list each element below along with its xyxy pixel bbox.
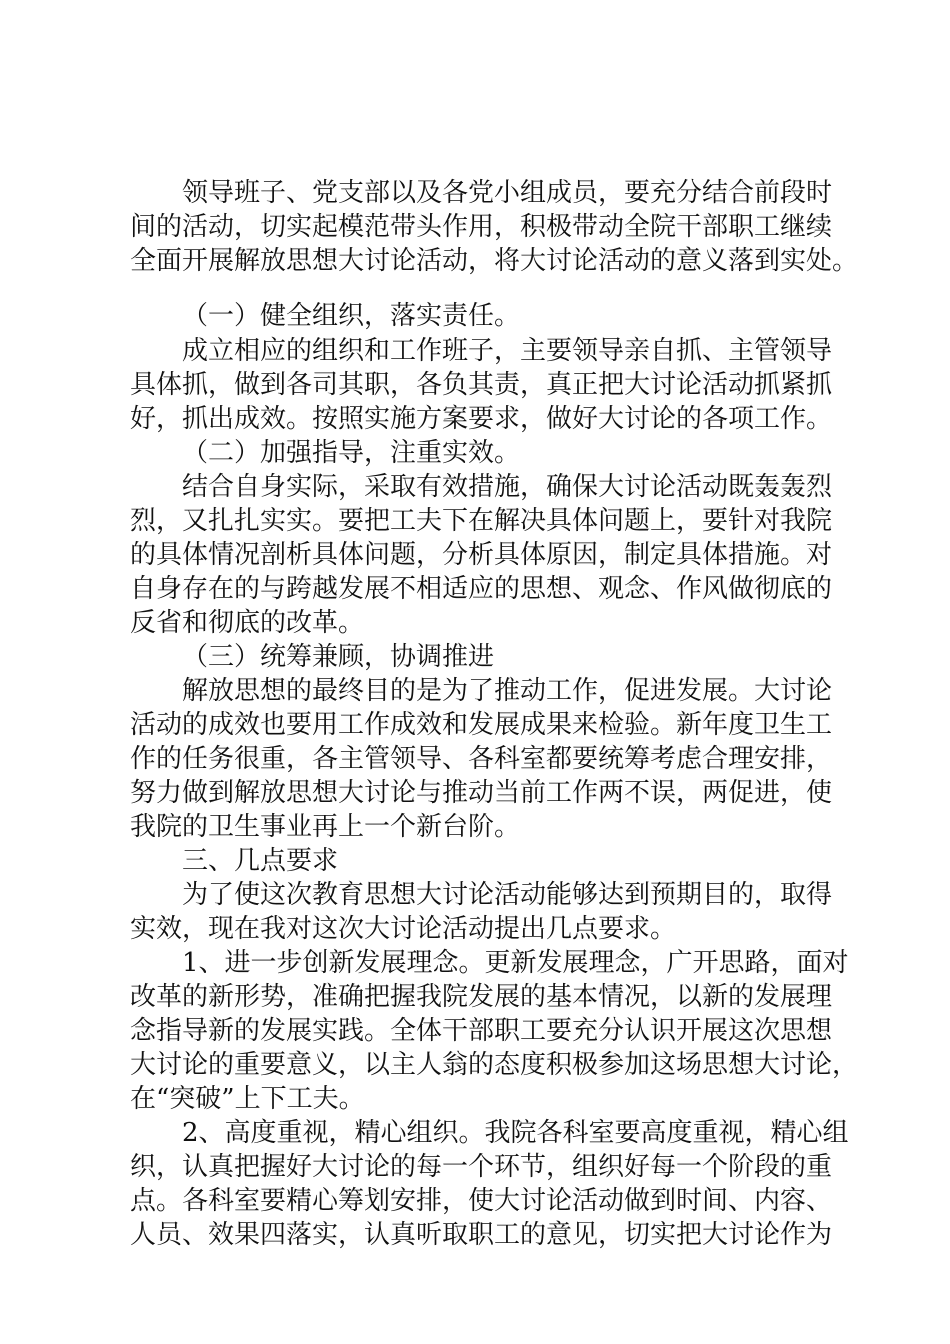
paragraph-line: 在“突破”上下工夫。 [130,1084,365,1114]
paragraph-line: 大讨论的重要意义，以主人翁的态度积极参加这场思想大讨论， [130,1050,859,1080]
paragraph-line: 努力做到解放思想大讨论与推动当前工作两不误，两促进，使 [130,778,833,808]
paragraph-line: 改革的新形势，准确把握我院发展的基本情况，以新的发展理 [130,982,833,1012]
paragraph-line: 结合自身实际，采取有效措施，确保大讨论活动既轰轰烈 [182,472,833,502]
paragraph-line: 烈，又扎扎实实。要把工夫下在解决具体问题上，要针对我院 [130,506,833,536]
paragraph-line: 间的活动，切实起模范带头作用，积极带动全院干部职工继续 [130,212,833,242]
paragraph-line: 点。各科室要精心筹划安排，使大讨论活动做到时间、内容、 [130,1186,833,1216]
paragraph-line: 全面开展解放思想大讨论活动，将大讨论活动的意义落到实处。 [130,246,859,276]
paragraph-line: 实效，现在我对这次大讨论活动提出几点要求。 [130,914,677,944]
paragraph-line: 织，认真把握好大讨论的每一个环节，组织好每一个阶段的重 [130,1152,833,1182]
paragraph-line: 活动的成效也要用工作成效和发展成果来检验。新年度卫生工 [130,710,833,740]
paragraph-line: 我院的卫生事业再上一个新台阶。 [130,812,521,842]
paragraph-line: 念指导新的发展实践。全体干部职工要充分认识开展这次思想 [130,1016,833,1046]
paragraph-line: 成立相应的组织和工作班子，主要领导亲自抓、主管领导 [182,336,833,366]
paragraph-line: 1、进一步创新发展理念。更新发展理念，广开思路，面对 [182,948,849,978]
paragraph-line: 好，抓出成效。按照实施方案要求，做好大讨论的各项工作。 [130,404,833,434]
paragraph-line: 2、高度重视，精心组织。我院各科室要高度重视，精心组 [182,1118,849,1148]
section-heading: 三、几点要求 [182,846,339,876]
paragraph-line: 领导班子、党支部以及各党小组成员，要充分结合前段时 [182,178,833,208]
section-heading: （一）健全组织，落实责任。 [182,301,521,331]
paragraph-line: 自身存在的与跨越发展不相适应的思想、观念、作风做彻底的 [130,574,833,604]
section-heading: （三）统筹兼顾，协调推进 [182,642,495,672]
paragraph-line: 作的任务很重，各主管领导、各科室都要统筹考虑合理安排， [130,744,833,774]
section-heading: （二）加强指导，注重实效。 [182,438,521,468]
paragraph-line: 的具体情况剖析具体问题，分析具体原因，制定具体措施。对 [130,540,833,570]
paragraph-line: 为了使这次教育思想大讨论活动能够达到预期目的，取得 [182,880,833,910]
paragraph-line: 人员、效果四落实，认真听取职工的意见，切实把大讨论作为 [130,1220,833,1250]
paragraph-line: 具体抓，做到各司其职，各负其责，真正把大讨论活动抓紧抓 [130,370,833,400]
paragraph-line: 反省和彻底的改革。 [130,608,365,638]
paragraph-line: 解放思想的最终目的是为了推动工作，促进发展。大讨论 [182,676,833,706]
